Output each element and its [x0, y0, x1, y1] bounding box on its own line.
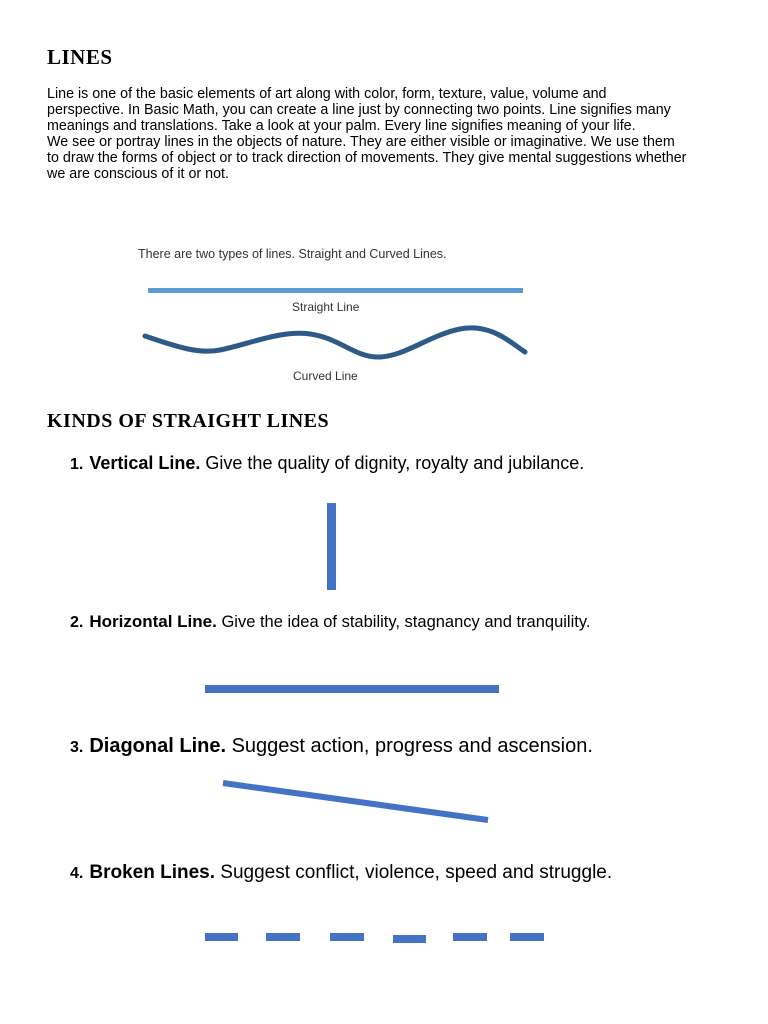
item-number: 3.	[70, 739, 84, 756]
intro-paragraph: We see or portray lines in the objects of nature. They are either visible or imaginative. We use them to draw the forms of object or to track direction of movements. They give mental suggestions whether we are conscious of it or not.	[47, 134, 687, 182]
list-item	[70, 453, 584, 474]
item-term: Vertical Line.	[89, 453, 201, 473]
curved-line-label: Curved Line	[293, 369, 358, 383]
horizontal-line-sample	[205, 685, 499, 693]
section-heading: KINDS OF STRAIGHT LINES	[47, 410, 330, 432]
item-description: Give the quality of dignity, royalty and jubilance.	[205, 453, 585, 473]
list-item	[70, 862, 612, 884]
item-number: 4.	[70, 865, 84, 882]
item-term: Diagonal Line.	[89, 735, 227, 757]
item-description: Suggest action, progress and ascension.	[231, 735, 593, 757]
figure-caption: There are two types of lines. Straight and Curved Lines.	[138, 247, 447, 261]
broken-line-segment	[393, 935, 426, 943]
broken-line-segment	[205, 933, 238, 941]
broken-line-segment	[266, 933, 300, 941]
item-description: Give the idea of stability, stagnancy and tranquility.	[221, 613, 591, 631]
item-number: 1.	[70, 456, 84, 473]
item-term: Broken Lines.	[89, 862, 215, 883]
intro-text	[47, 86, 687, 182]
straight-line-sample	[148, 288, 523, 293]
diagonal-line-sample	[218, 775, 494, 827]
intro-paragraph: Line is one of the basic elements of art along with color, form, texture, value, volume and perspective. In Basic Math, you can create a line just by connecting two points. Line signifies many meanings and translations. Take a look at your palm. Every line signifies meaning of your life.	[47, 86, 671, 134]
item-description: Suggest conflict, violence, speed and struggle.	[220, 862, 613, 883]
broken-line-segment	[510, 933, 544, 941]
list-item	[70, 612, 590, 632]
item-number: 2.	[70, 614, 84, 631]
item-term: Horizontal Line.	[89, 612, 217, 631]
vertical-line-sample	[327, 503, 336, 590]
page-title: LINES	[47, 45, 113, 69]
list-item	[70, 735, 593, 758]
broken-line-segment	[330, 933, 364, 941]
straight-line-label: Straight Line	[292, 300, 360, 314]
broken-line-segment	[453, 933, 487, 941]
curved-line-sample	[140, 320, 540, 370]
